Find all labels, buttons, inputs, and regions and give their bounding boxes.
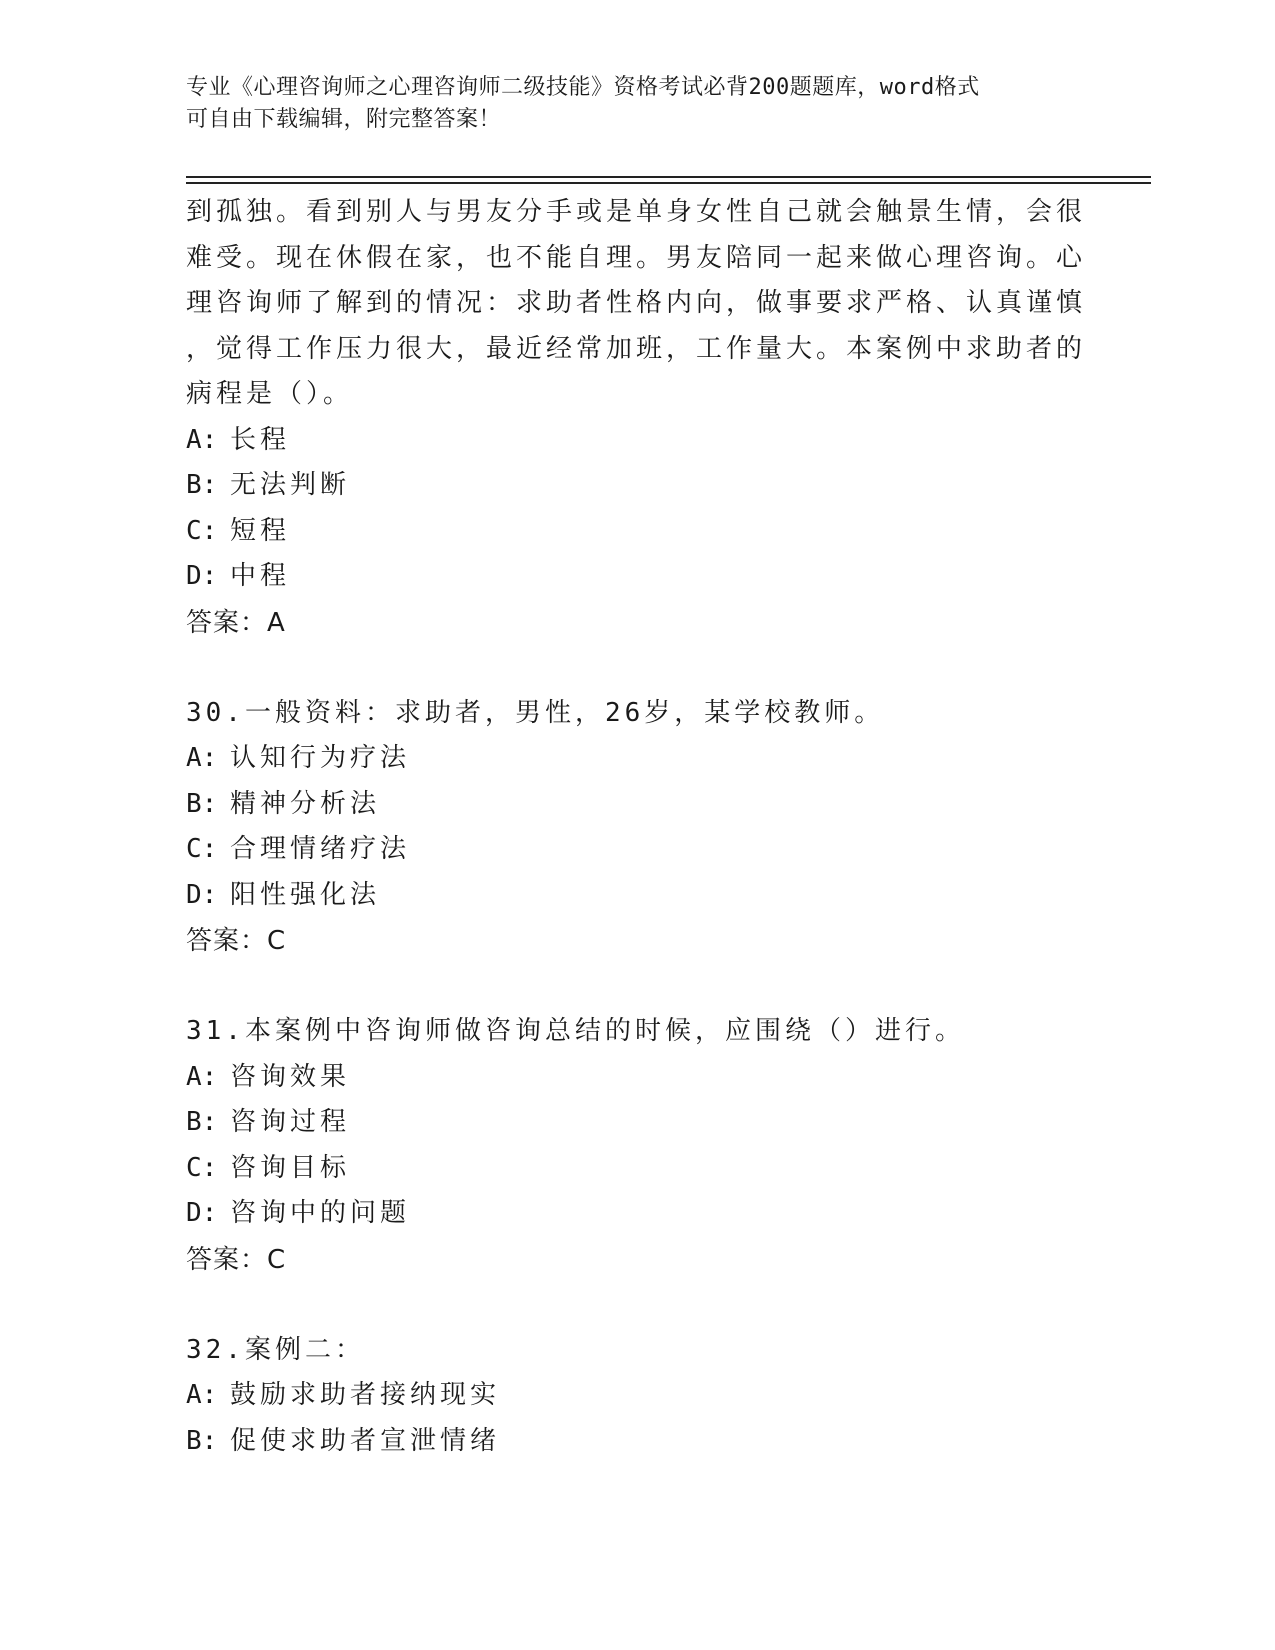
option-d <box>186 554 1086 600</box>
option-letter: A: <box>186 743 218 773</box>
option-letter: A: <box>186 1380 218 1410</box>
option-d <box>186 873 1086 919</box>
question-stem: 30.一般资料：求助者，男性，26岁，某学校教师。 <box>186 697 885 728</box>
option-b <box>186 1419 1086 1465</box>
header-divider-bottom <box>186 182 1151 184</box>
option-text: 中程 <box>230 561 291 591</box>
option-a <box>186 1373 1086 1419</box>
question-31 <box>186 1009 1086 1283</box>
question-29 <box>186 190 1086 646</box>
option-letter: B: <box>186 1425 218 1456</box>
option-a <box>186 1055 1086 1101</box>
question-stem: 31.本案例中咨询师做咨询总结的时候，应围绕（）进行。 <box>186 1016 965 1046</box>
option-c <box>186 509 1086 555</box>
option-text: 咨询过程 <box>230 1107 351 1137</box>
question-stem-line: 病程是（）。 <box>186 379 354 409</box>
header-divider-top <box>186 176 1151 178</box>
question-32 <box>186 1328 1086 1465</box>
option-letter: D: <box>186 879 218 910</box>
question-stem-line: ，觉得工作压力很大，最近经常加班，工作量大。本案例中求助者的 <box>186 333 1087 364</box>
option-d <box>186 1191 1086 1237</box>
option-c <box>186 827 1086 873</box>
option-text: 认知行为疗法 <box>230 743 411 773</box>
question-stem-line: 理咨询师了解到的情况：求助者性格内向，做事要求严格、认真谨慎 <box>186 288 1087 318</box>
answer-line: 答案：C <box>186 1244 287 1275</box>
option-text: 无法判断 <box>230 470 351 500</box>
option-letter: B: <box>186 788 218 819</box>
answer-line: 答案：C <box>186 926 287 956</box>
option-text: 鼓励求助者接纳现实 <box>230 1380 501 1410</box>
option-text: 阳性强化法 <box>230 879 381 910</box>
option-text: 长程 <box>230 424 291 455</box>
option-text: 咨询目标 <box>230 1152 351 1183</box>
question-30 <box>186 691 1086 965</box>
option-letter: B: <box>186 470 218 500</box>
option-letter: D: <box>186 1198 218 1228</box>
option-text: 咨询效果 <box>230 1061 351 1092</box>
answer-line: 答案：A <box>186 607 286 638</box>
document-header <box>186 72 1086 136</box>
header-title-line1: 专业《心理咨询师之心理咨询师二级技能》资格考试必背200题题库，word格式 <box>186 75 980 100</box>
option-b <box>186 782 1086 828</box>
option-b <box>186 1100 1086 1146</box>
header-title-line2: 可自由下载编辑，附完整答案！ <box>186 107 502 132</box>
option-c <box>186 1146 1086 1192</box>
option-letter: D: <box>186 561 218 591</box>
question-stem-line: 难受。现在休假在家，也不能自理。男友陪同一起来做心理咨询。心 <box>186 242 1087 273</box>
option-letter: B: <box>186 1107 218 1137</box>
option-a <box>186 418 1086 464</box>
option-letter: A: <box>186 424 218 455</box>
option-b <box>186 463 1086 509</box>
option-letter: C: <box>186 834 218 864</box>
question-stem: 32.案例二： <box>186 1334 365 1365</box>
option-text: 精神分析法 <box>230 788 381 819</box>
option-text: 促使求助者宣泄情绪 <box>230 1425 501 1456</box>
option-a <box>186 736 1086 782</box>
option-text: 合理情绪疗法 <box>230 834 411 864</box>
option-text: 咨询中的问题 <box>230 1198 411 1228</box>
option-letter: A: <box>186 1061 218 1092</box>
question-content <box>186 190 1086 1464</box>
option-text: 短程 <box>230 515 291 546</box>
question-stem-line: 到孤独。看到别人与男友分手或是单身女性自己就会触景生情，会很 <box>186 197 1087 227</box>
option-letter: C: <box>186 1152 218 1183</box>
option-letter: C: <box>186 515 218 546</box>
